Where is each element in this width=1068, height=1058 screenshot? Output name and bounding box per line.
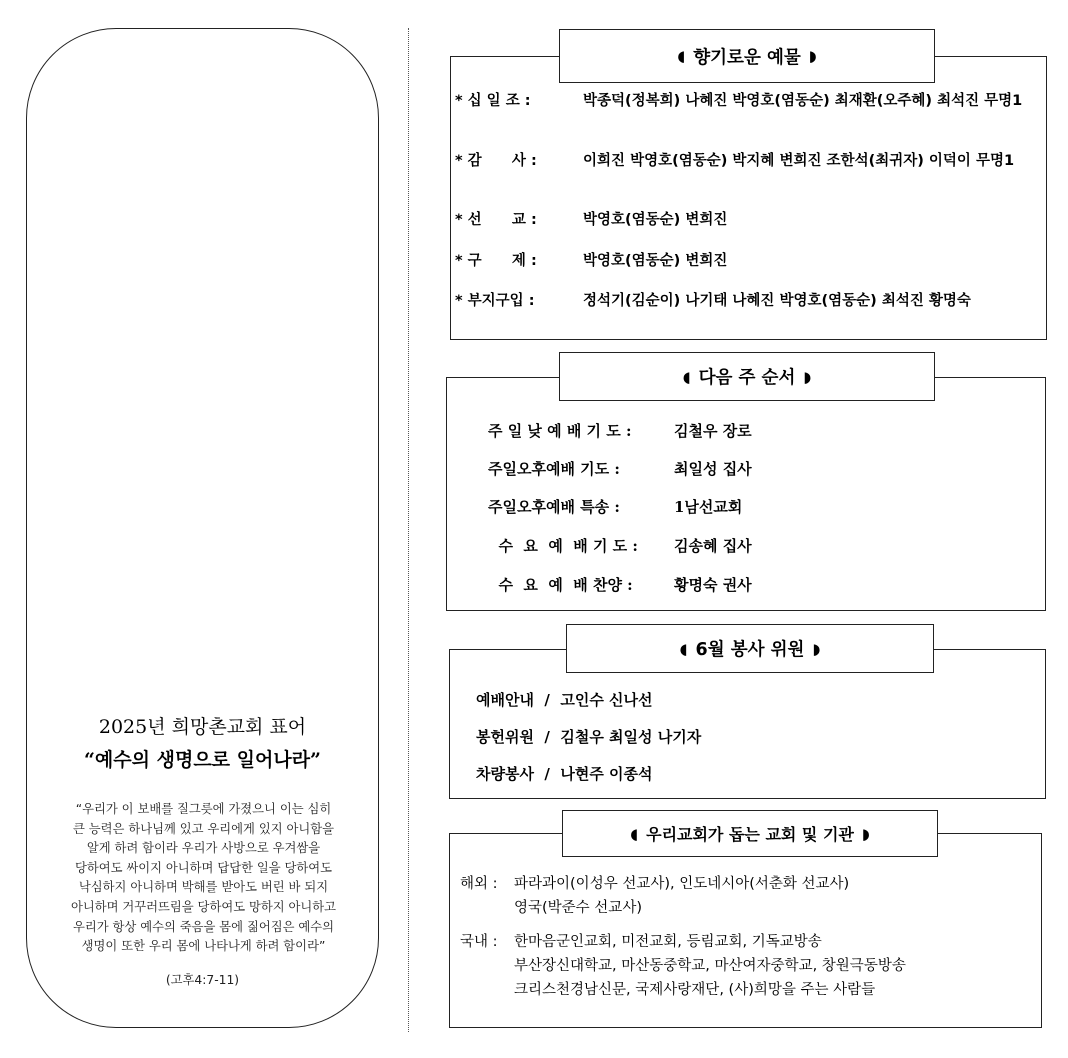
supported-line: 파라과이(이성우 선교사), 인도네시아(서춘화 선교사) (514, 876, 850, 892)
schedule-row (488, 496, 742, 517)
offering-label: * 십 일 조 : (455, 93, 531, 109)
schedule-person: 최일성 집사 (674, 460, 752, 478)
volunteer-names: 나현주 이종석 (560, 765, 653, 783)
verse-reference: (고후4:7-11) (165, 973, 240, 987)
offering-label: * 감 사 : (455, 153, 537, 169)
scripture-verse (36, 800, 371, 957)
volunteer-role: 봉헌위원 (476, 728, 534, 746)
verse-line: 아니하며 거꾸러뜨림을 당하여도 망하지 아니하고 (70, 899, 337, 914)
schedule-row (488, 535, 752, 556)
volunteers-title-text: 6월 봉사 위원 (695, 640, 805, 660)
offering-label: * 부지구입 : (455, 293, 535, 309)
supported-line: 영국(박준수 선교사) (514, 900, 642, 916)
schedule-person: 김철우 장로 (674, 422, 752, 440)
offering-donors: 이희진 박영호(염동순) 박지혜 변희진 조한석(최귀자) 이덕이 무명1 (583, 153, 1015, 169)
schedule-label: 주일오후예배 기도 : (488, 460, 620, 478)
offering-label: * 선 교 : (455, 212, 537, 228)
schedule-label: 주일오후예배 특송 : (488, 498, 620, 516)
volunteer-role: 차량봉사 (476, 765, 534, 783)
schedule-person: 김송혜 집사 (674, 537, 752, 555)
offering-donors: 박종덕(정복희) 나혜진 박영호(염동순) 최재환(오주혜) 최석진 무명1 (583, 93, 1023, 109)
verse-line: 생명이 또한 우리 몸에 나타나게 하려 함이라” (81, 939, 326, 954)
ornament-left-icon: ◖ (679, 639, 688, 658)
schedule-row (488, 574, 752, 595)
supported-line: 크리스천경남신문, 국제사랑재단, (사)희망을 주는 사람들 (514, 982, 876, 998)
offering-donors: 박영호(염동순) 변희진 (583, 253, 728, 269)
schedule-label: 수 요 예 배 기 도 : (488, 537, 638, 555)
offerings-title-text: 향기로운 예물 (693, 47, 801, 68)
fold-divider (408, 28, 409, 1032)
schedule-person: 황명숙 권사 (674, 576, 752, 594)
verse-line: 우리가 항상 예수의 죽음을 몸에 짊어짐은 예수의 (72, 919, 335, 934)
verse-line: “우리가 이 보배를 질그릇에 가졌으니 이는 심히 (75, 802, 332, 816)
supported-title-text: 우리교회가 돕는 교회 및 기관 (646, 825, 854, 844)
schedule-label: 수 요 예 배 찬양 : (488, 576, 633, 594)
next-week-title-text: 다음 주 순서 (698, 368, 796, 388)
supported-line: 한마음군인교회, 미전교회, 등림교회, 기독교방송 (514, 934, 822, 950)
verse-line: 알게 하려 함이라 우리가 사방으로 우겨쌈을 (86, 841, 321, 856)
offering-donors: 정석기(김순이) 나기태 나혜진 박영호(염동순) 최석진 황명숙 (583, 293, 971, 309)
ornament-left-icon: ◖ (677, 47, 686, 65)
offering-donors: 박영호(염동순) 변희진 (583, 212, 728, 228)
ornament-right-icon: ◗ (803, 367, 812, 386)
volunteers-title (566, 624, 934, 673)
schedule-person: 1남선교회 (674, 498, 743, 516)
volunteer-role: 예배안내 (476, 691, 534, 709)
motto-title: 2025년 희망촌교회 표어 (98, 716, 307, 738)
ornament-left-icon: ◖ (682, 367, 691, 386)
offering-label: * 구 제 : (455, 253, 537, 269)
offerings-title (559, 29, 935, 83)
verse-line: 낙심하지 아니하며 박해를 받아도 버린 바 되지 (78, 880, 329, 895)
supported-label: 해외 : (460, 876, 498, 892)
schedule-label: 주 일 낮 예 배 기 도 : (488, 422, 632, 440)
schedule-row (488, 458, 752, 479)
next-week-title (559, 352, 935, 401)
ornament-left-icon: ◖ (630, 824, 639, 843)
supported-label: 국내 : (460, 934, 498, 950)
motto-subtitle: “예수의 생명으로 일어나라” (84, 749, 321, 771)
verse-line: 큰 능력은 하나님께 있고 우리에게 있지 아니함을 (72, 821, 335, 836)
verse-line: 당하여도 싸이지 아니하며 답답한 일을 당하여도 (74, 860, 333, 875)
ornament-right-icon: ◗ (812, 639, 821, 658)
volunteer-row: 봉헌위원 / 김철우 최일성 나기자 (476, 728, 702, 746)
supported-title (562, 810, 938, 857)
volunteer-row: 예배안내 / 고인수 신나선 (476, 691, 653, 709)
volunteer-names: 김철우 최일성 나기자 (560, 728, 702, 746)
ornament-right-icon: ◗ (861, 824, 870, 843)
supported-line: 부산장신대학교, 마산동중학교, 마산여자중학교, 창원극동방송 (514, 958, 906, 974)
ornament-right-icon: ◗ (808, 47, 817, 65)
volunteer-row: 차량봉사 / 나현주 이종석 (476, 765, 653, 783)
volunteer-names: 고인수 신나선 (560, 691, 653, 709)
schedule-row (488, 420, 752, 441)
